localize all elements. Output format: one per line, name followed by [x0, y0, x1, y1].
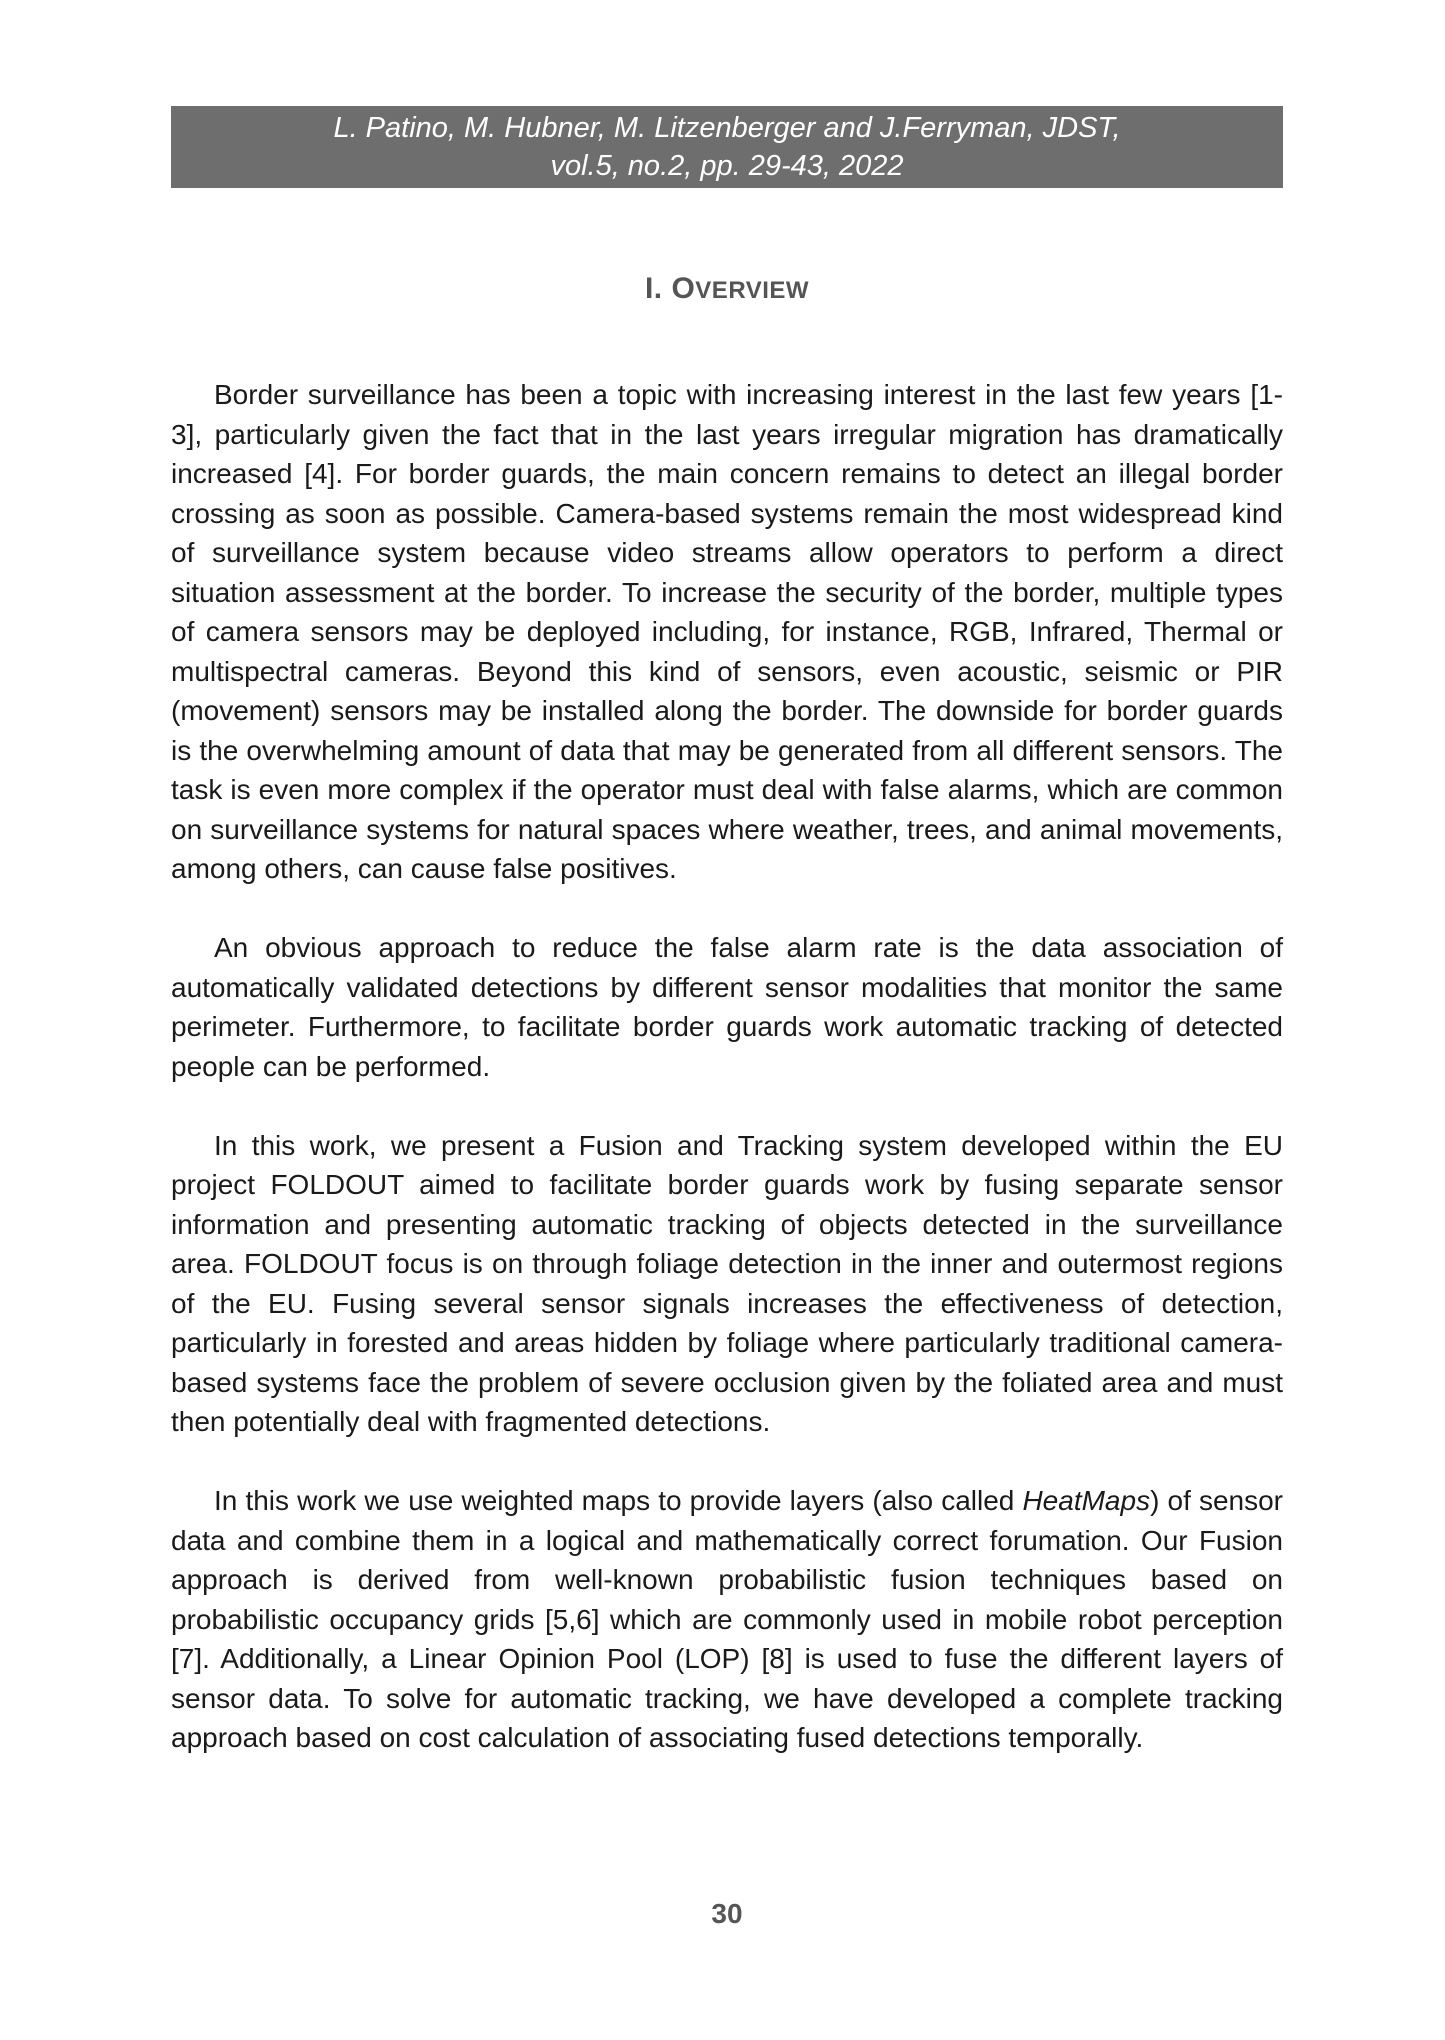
- section-number: I.: [644, 272, 663, 305]
- section-title: [171, 272, 1283, 306]
- paragraph-2: An obvious approach to reduce the false alarm rate is the data association of automatically validated detections by different sensor modalities that monitor the same perimeter. Furthermore, to facilitate border guards work automatic tracking of detected people can be performed.: [171, 932, 1283, 1082]
- section-title-initial: O: [671, 272, 696, 305]
- paragraph-4-end: ) of sensor data and combine them in a logical and mathematically correct forumation. Our Fusion approach is derived from well-known probabilistic fusion techniques based on probabilistic occupancy grids [5,6] which are commonly used in mobile robot perception [7]. Additionally, a Linear Opinion Pool (LOP) [8] is used to fuse the different layers of sensor data. To solve for automatic tracking, we have developed a complete tracking approach based on cost calculation of associating fused detections temporally.: [171, 1485, 1283, 1753]
- paragraph-4: [171, 1481, 1283, 1758]
- paragraph-3: In this work, we present a Fusion and Tracking system developed within the EU project FOLDOUT aimed to facilitate border guards work by fusing separate sensor information and presenting automatic tracking of objects detected in the surveillance area. FOLDOUT focus is on through foliage detection in the inner and outermost regions of the EU. Fusing several sensor signals increases the effectiveness of detection, particularly in forested and areas hidden by foliage where particularly traditional camera-based systems face the problem of severe occlusion given by the foliated area and must then potentially deal with fragmented detections.: [171, 1129, 1283, 1437]
- running-header: [171, 106, 1283, 188]
- paragraph-4-start: In this work we use weighted maps to provide layers (also called: [214, 1485, 1023, 1516]
- page-number: 30: [711, 1898, 743, 1929]
- paragraph-1: Border surveillance has been a topic with increasing interest in the last few years [1-3], particularly given the fact that in the last years irregular migration has dramatically increased [4]. For border guards, the main concern remains to detect an illegal border crossing as soon as possible. Camera-based systems remain the most widespread kind of surveillance system because video streams allow operators to perform a direct situation assessment at the border. To increase the security of the border, multiple types of camera sensors may be deployed including, for instance, RGB, Infrared, Thermal or multispectral cameras. Beyond this kind of sensors, even acoustic, seismic or PIR (movement) sensors may be installed along the border. The downside for border guards is the overwhelming amount of data that may be generated from all different sensors. The task is even more complex if the operator must deal with false alarms, which are common on surveillance systems for natural spaces where weather, trees, and animal movements, among others, can cause false positives.: [171, 379, 1283, 884]
- heatmaps-term: HeatMaps: [1022, 1485, 1151, 1516]
- body-text: [171, 375, 1283, 1758]
- running-header-line-2: vol.5, no.2, pp. 29-43, 2022: [550, 150, 904, 182]
- running-header-line-1: L. Patino, M. Hubner, M. Litzenberger and J.Ferryman, JDST,: [333, 112, 1121, 144]
- section-title-rest: VERVIEW: [695, 277, 810, 304]
